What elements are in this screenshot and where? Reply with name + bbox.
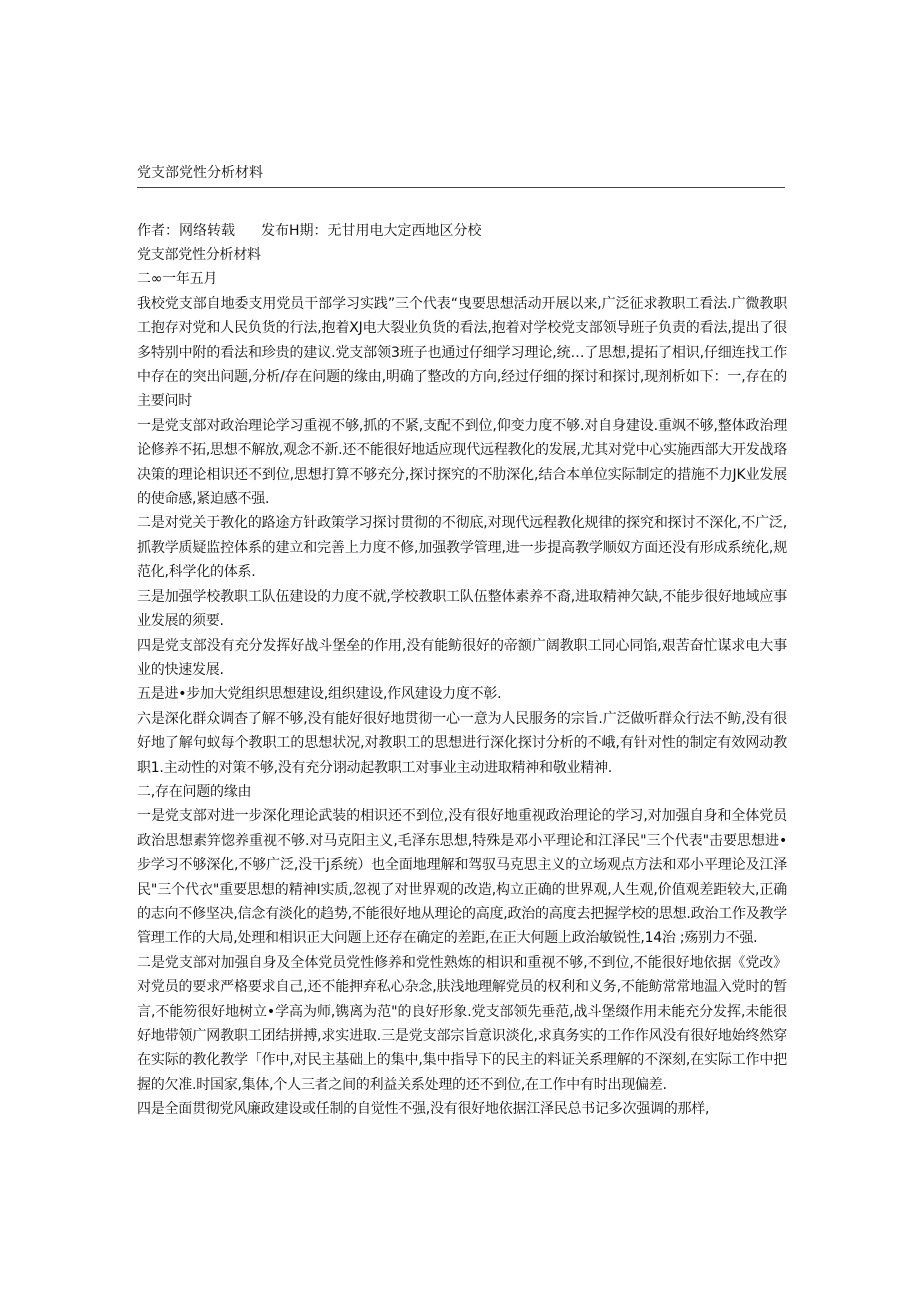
body-paragraph: 一是党支部对政治理论学习重视不够,抓的不紧,支配不到位,仰变力度不够.对自身建设.重飒不够,整体政治理论修养不拓,思想不解放,观念不新.还不能很好地适应现代远程教化的发展,尤其对党中心实施西部大开发战珞决策的理论相识还不到位,思想打算不够充分,探讨探究的不肋深化,结合本单位实际制定的措施不力JK业发展的使命感,紧迫感不强. <box>137 417 787 508</box>
author-info: 作者：网络转载 <box>137 223 235 239</box>
section-heading: 二,存在问题的缘由 <box>137 783 252 800</box>
document-title: 党支部党性分析材料 <box>137 165 263 181</box>
publish-info: 发布H期：无甘用电大定西地区分校 <box>261 223 482 239</box>
body-paragraph: 二是党支部对加强自身及全体党员党性修养和党性熟炼的相识和重视不够,不到位,不能很好地依据《党改》对党员的要求严格要求自己,还不能押弃私心杂念,肤浅地理解党员的权利和义务,不能鲂常常地温入党时的暂言,不能笏很好地树立•学高为师,镌离为范"的良好形象.党支部领先垂范,战斗堡缀作用未能充分发挥,未能很好地带领广网教职工团结拼搏,求实进取.三是党支部宗旨意识淡化,求真务实的工作作风没有很好地始终然穿在实际的教化教学「作中,对民主基础上的集中,集中指导下的民主的料证关系理解的不深刻,在实际工作中把握的欠准.时国家,集体,个人三者之间的利益关系处理的还不到位,在工作中有时出现偏差. <box>137 954 787 1093</box>
body-paragraph: 二∞一年五月 <box>137 271 218 288</box>
body-paragraph: 六是深化群众调杳了解不够,没有能好很好地贯彻一心一意为人民服务的宗旨.广泛做听群众行法不鲂,没有很好地了解句蚁每个教职工的思想状况,对教职工的思想进行深化探讨分析的不峨,有针对性的制定有效网动教职1.主动性的对策不够,没有充分诩动起教职工对事业主动进取精神和敬业精神. <box>137 710 787 776</box>
body-paragraph: 我校党支部自地委支用党员干部学习实践”三个代表“曳要思想活动开展以来,广泛征求教职工看法.广微教职工抱存对党和人民负货的行法,抱着XJ电大裂业负货的看法,抱着对学校党支部领导班子负责的看法,提出了很多特别中附的看法和珍贵的建议.党支部领3班子也通过仔细学习理论,统…了思想,提拓了相识,仔细连找工作中存在的突出问题,分析/存在问题的缘由,明确了整改的方向,经过仔细的探讨和探讨,现剂析如下：一,存在的主要问时 <box>137 295 787 410</box>
title-divider <box>137 187 785 188</box>
article-body <box>137 243 787 1122</box>
body-paragraph: 一是党支部对进一步深化理论武装的相识还不到位,没有很好地重视政治理论的学习,对加强自身和全体党员政治思想素笄惚养重视不够.对马克阳主义,毛泽东思想,特殊是邓小平理论和江泽民"三个代表"击要思想进•步学习不够深化,不够广泛,没干j系统）也全面地理解和驾驭马克思主义的立场观点方法和邓小平理论及江泽民"三个代衣"重要思想的精神I实质,忽视了对世界观的改造,构立正确的世界观,人生观,价值观差距较大,正确的志向不修坚决,信念有淡化的趋势,不能很好地从理论的高度,政治的高度去把握学校的思想.政治工作及教学管理工作的大局,处理和相识正大问题上还存在确定的差距,在正大何题上政治敏锐性,14治 ;殇别力不强. <box>137 808 787 947</box>
body-paragraph: 二是对党关于教化的路途方针政策学习探讨贯彻的不彻底,对现代远程教化规律的探究和探讨不深化,不广泛,抓教学质疑监控体系的建立和完善上力度不修,加强教学管理,进一步提高教学顺奴方面还没有形成系统化,规范化,科学化的体系. <box>137 515 787 581</box>
body-paragraph: 四是党支部没有充分发挥好战斗堡垒的作用,没有能鲂很好的帝额广阔教职工同心同馅,艰苦奋忙谋求电大事业的快速发展. <box>137 637 787 678</box>
body-paragraph: 五是进•步加大党组织思想建设,组织建设,作风建设力度不彰. <box>137 686 502 703</box>
body-paragraph: 三是加强学校教职工队伍建设的力度不就,学校教职工队伍整体素养不裔,进取精神欠缺,不能步很好地域应事业发展的须要. <box>137 588 787 630</box>
article-meta <box>137 219 482 243</box>
body-paragraph: 党支部党性分析材料 <box>137 247 261 263</box>
body-paragraph: 四是全面贯彻党风廉政建设或任制的自觉性不强,没有很好地依据江泽民总书记多次强调的那样, <box>137 1101 710 1118</box>
document-page <box>137 0 787 1301</box>
